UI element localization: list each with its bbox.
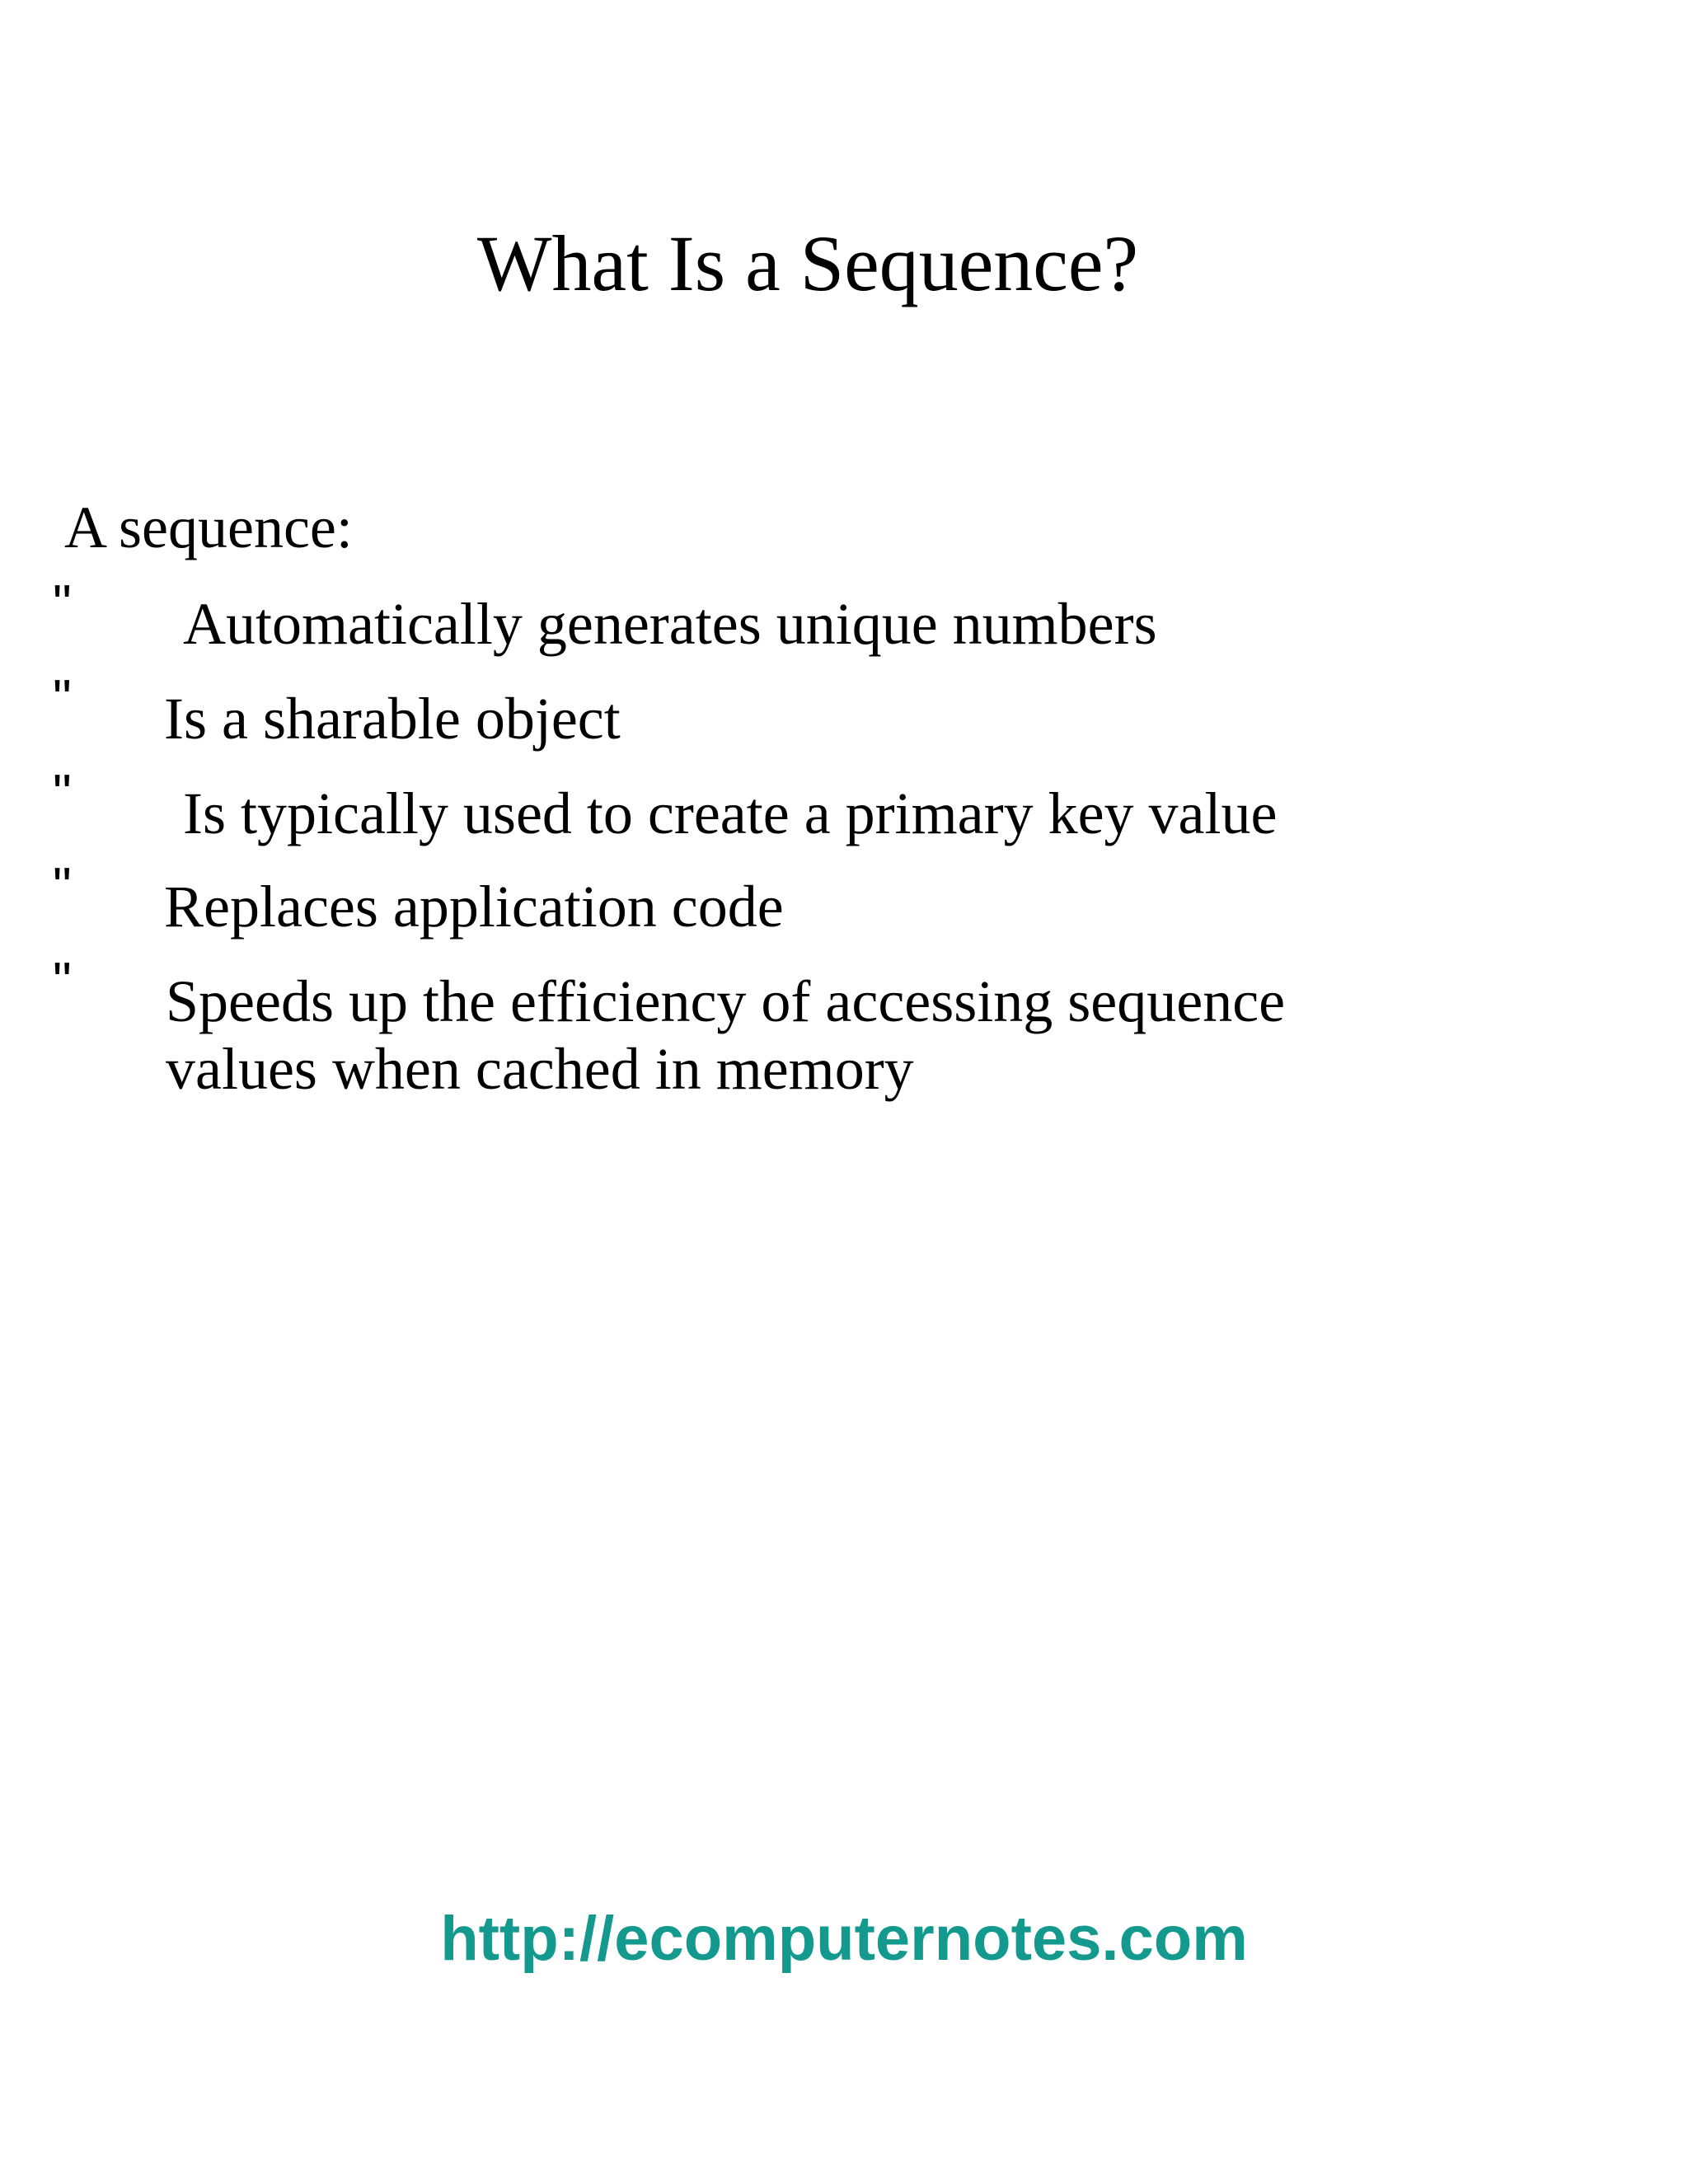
bullet-item <box>0 763 1648 853</box>
quote-bullet-icon: " <box>53 856 72 916</box>
bullet-text-line-1: Speeds up the efficiency of accessing sequence <box>166 968 1286 1034</box>
quote-bullet-icon: " <box>53 763 72 823</box>
bullet-text: Is typically used to create a primary key value <box>183 780 1278 846</box>
bullet-item <box>0 668 1648 758</box>
bullet-item <box>0 856 1648 946</box>
bullet-text: Replaces application code <box>164 874 784 940</box>
quote-bullet-icon: " <box>53 668 72 728</box>
bullet-text: Automatically generates unique numbers <box>183 591 1157 657</box>
quote-bullet-icon: " <box>53 574 72 633</box>
quote-bullet-icon: " <box>53 951 72 1010</box>
bullet-text: Is a sharable object <box>164 686 621 752</box>
bullet-item <box>0 574 1648 663</box>
bullet-item <box>0 951 1648 1102</box>
bullet-text-line-2: values when cached in memory <box>166 1036 914 1102</box>
intro-text: A sequence: <box>64 494 353 560</box>
page-title: What Is a Sequence? <box>476 219 1139 307</box>
footer-website-link[interactable]: http://ecomputernotes.com <box>440 1904 1248 1974</box>
